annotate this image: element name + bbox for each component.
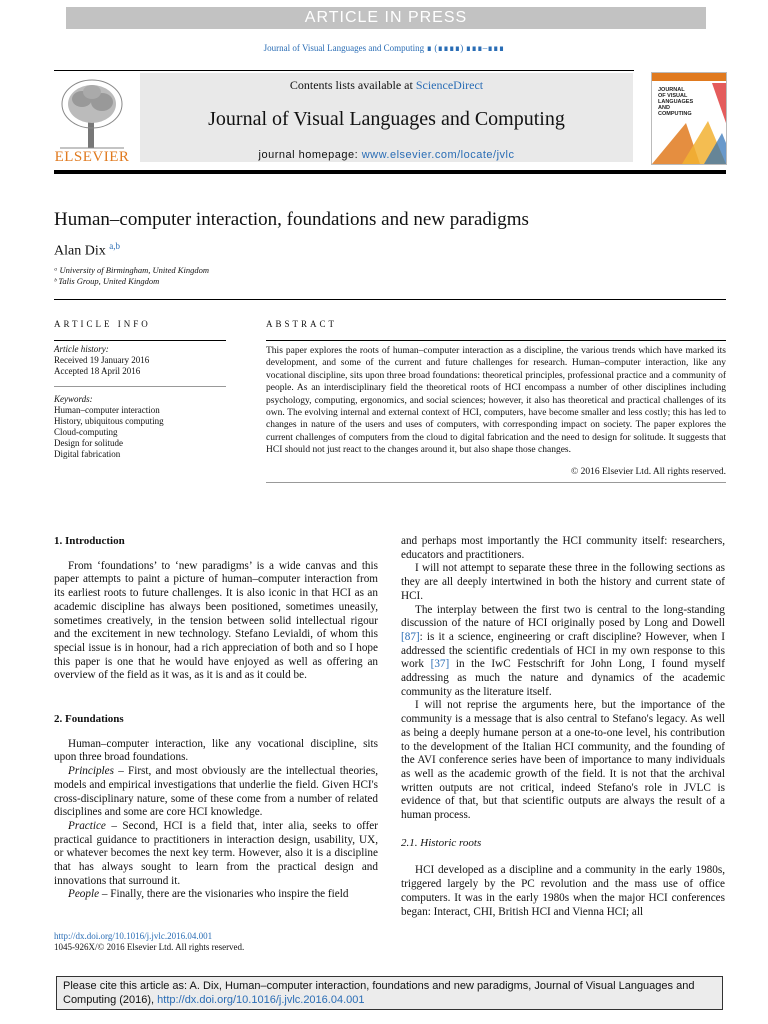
intro-paragraph: From ‘foundations’ to ‘new paradigms’ is a wide canvas and this paper attempts to paint a picture of human–computer interaction from its earliest roots to future challenges. It is also iconic in that HCI as an academic discipline has always been positioned, sometimes uneasily, sometimes creatively, in the tension between solid intellectual rigour and the excitement in new technology. Stefano Levialdi, of whom this special issue is in honour, had a rich appreciation of both and so I hope this paper is one that he would have enjoyed as well as offering an overview of the field as it was, as it is and as it could be.: [54, 559, 378, 682]
people-label: People: [68, 888, 100, 901]
right-column: [401, 535, 725, 919]
author-line: [54, 241, 120, 260]
affiliation-a: ᵃ University of Birmingham, United Kingdom: [54, 265, 209, 275]
affiliation-b: ᵇ Talis Group, United Kingdom: [54, 276, 160, 286]
issn-line: 1045-926X/© 2016 Elsevier Ltd. All rights reserved.: [54, 942, 245, 952]
keywords-rule: [54, 386, 226, 387]
article-info-rule: [54, 340, 226, 341]
subsection-2-1-heading: 2.1. Historic roots: [401, 836, 482, 849]
homepage-prefix: journal homepage:: [258, 149, 362, 161]
contents-line: [140, 78, 633, 93]
interplay-paragraph: [401, 604, 725, 700]
keyword-item: Cloud-computing: [54, 427, 118, 437]
section-2-heading: 2. Foundations: [54, 713, 124, 726]
history-label: Article history:: [54, 344, 109, 354]
elsevier-logo: [52, 74, 132, 166]
principles-label: Principles: [68, 765, 114, 778]
community-paragraph: and perhaps most importantly the HCI community itself: researchers, educators and practitioners.: [401, 535, 725, 561]
keyword-item: Human–computer interaction: [54, 405, 160, 415]
journal-homepage: [140, 149, 633, 161]
interplay-text-a: The interplay between the first two is central to the long-standing discussion of the nature of HCI originally posed by Long and Dowell: [401, 603, 725, 630]
accepted-date: Accepted 18 April 2016: [54, 366, 141, 376]
header-divider: [54, 70, 634, 71]
principles-text: – First, and most obviously are the intellectual theories, models and empirical investigations that underlie the field. Given HCI's cross-disciplinary nature, some of these come from a number of related disciplines and some are core HCI knowledge.: [54, 765, 378, 819]
practice-label: Practice: [68, 819, 106, 832]
citation-box: [56, 976, 723, 1010]
elsevier-wordmark: ELSEVIER: [54, 149, 130, 165]
citation-text: Please cite this article as: A. Dix, Human–computer interaction, foundations and new paradigms, Journal of Visual Languages and Computing (2016),: [63, 980, 695, 1006]
article-title: Human–computer interaction, foundations and new paradigms: [54, 209, 529, 230]
abstract-bottom-rule: [266, 482, 726, 483]
cover-art-icon: [652, 73, 726, 164]
keywords-label: Keywords:: [54, 394, 93, 404]
foundations-paragraph: Human–computer interaction, like any vocational discipline, sits upon three broad foundations.: [54, 737, 378, 764]
abstract-copyright: © 2016 Elsevier Ltd. All rights reserved.: [571, 467, 726, 477]
reference-link[interactable]: [37]: [430, 658, 450, 671]
article-in-press-banner: ARTICLE IN PRESS: [66, 7, 706, 29]
keyword-item: History, ubiquitous computing: [54, 416, 164, 426]
journal-title: Journal of Visual Languages and Computing: [208, 108, 565, 130]
article-info-heading: ARTICLE INFO: [54, 319, 151, 329]
cover-title: JOURNAL OF VISUAL LANGUAGES AND COMPUTING: [658, 87, 694, 117]
people-text: – Finally, there are the visionaries who inspire the field: [99, 888, 349, 901]
historic-roots-paragraph: HCI developed as a discipline and a community in the early 1980s, triggered largely by the PC revolution and the mass use of office computers. It was in the early 1980s when the major HCI conferences began: Interact, CHI, British HCI and Vienna HCI; all: [401, 864, 725, 918]
citation-doi-link[interactable]: http://dx.doi.org/10.1016/j.jvlc.2016.04.001: [157, 994, 365, 1006]
sciencedirect-link[interactable]: ScienceDirect: [415, 78, 484, 92]
intertwined-paragraph: I will not attempt to separate these three in the following sections as they are all deeply intertwined in both the history and current state of HCI.: [401, 562, 725, 602]
people-paragraph: [54, 888, 378, 902]
keyword-item: Digital fabrication: [54, 449, 121, 459]
doi-anchor[interactable]: http://dx.doi.org/10.1016/j.jvlc.2016.04.001: [54, 931, 213, 941]
journal-cover: [651, 72, 727, 165]
author-affiliation-marks[interactable]: a,b: [109, 241, 120, 251]
legacy-paragraph: I will not reprise the arguments here, but the importance of the community is a message that is also central to Stefano's legacy. As well as being a deeply humane person at a one-to-one level, his contribution to the development of the Italian HCI community, and the founding of the AVI conference series have been of importance to many individuals as well as the academic growth of the field. It is not that the archival written outputs are not critical, indeed Stefano's role in JVLC is evidence of that, but that scientific outputs are always the result of a human process.: [401, 699, 725, 822]
header-thick-rule: [54, 170, 726, 174]
interplay-text-b: : is it a science, engineering or craft discipline? However, when I addressed the scientific credentials of HCI in my own response to this work: [401, 630, 725, 671]
keyword-item: Design for solitude: [54, 438, 123, 448]
section-1-heading: 1. Introduction: [54, 535, 125, 547]
contents-prefix: Contents lists available at: [289, 78, 416, 92]
journal-citation-line[interactable]: Journal of Visual Languages and Computing ∎ (∎∎∎∎) ∎∎∎–∎∎∎: [263, 43, 505, 53]
author-name: Alan Dix: [54, 243, 106, 259]
reference-link[interactable]: [87]: [401, 630, 420, 643]
practice-text: – Second, HCI is a field that, inter alia, seeks to offer practical guidance to practitioners in interaction design, usability, UX, or whatever becomes the next key term. However, also it is a discipline that has always sought to learn from the practical design and innovations that surround it.: [54, 819, 378, 887]
abstract-heading: ABSTRACT: [266, 319, 338, 329]
interplay-text-c: in the IwC Festschrift for John Long, I found myself addressing as much the nature and dynamics of the academic community as the literature itself.: [401, 658, 726, 698]
received-date: Received 19 January 2016: [54, 355, 150, 365]
practice-paragraph: [54, 820, 378, 889]
abstract-rule: [266, 340, 726, 341]
principles-paragraph: [54, 765, 378, 820]
left-column: [54, 535, 378, 902]
homepage-link[interactable]: www.elsevier.com/locate/jvlc: [361, 149, 515, 161]
abstract-text: This paper explores the roots of human–computer interaction as a discipline, the various trends which have marked its development, and some of the current and future challenges for research. Human–computer interaction, like any vocational discipline, sits upon three broad foundations: theoretical principles, professional practice and a community of people. As an interdisciplinary field the theoretical roots of HCI encompass a number of other disciplines including psychology, computing, ergonomics, and social sciences; however, it also has theoretical and practical challenges of its own. The evolving internal and external context of HCI, computers, have become smaller and less costly; this has led to changes in nature of the users and uses of computers, with corresponding impact on society. The paper explores the current challenges of computers from the cloud to digital fabrication and the need to design for solitude. It suggests that HCI should not just react to the changes around it, but also shape those changes.: [266, 346, 726, 456]
doi-link[interactable]: [54, 931, 212, 941]
title-divider: [54, 299, 726, 300]
